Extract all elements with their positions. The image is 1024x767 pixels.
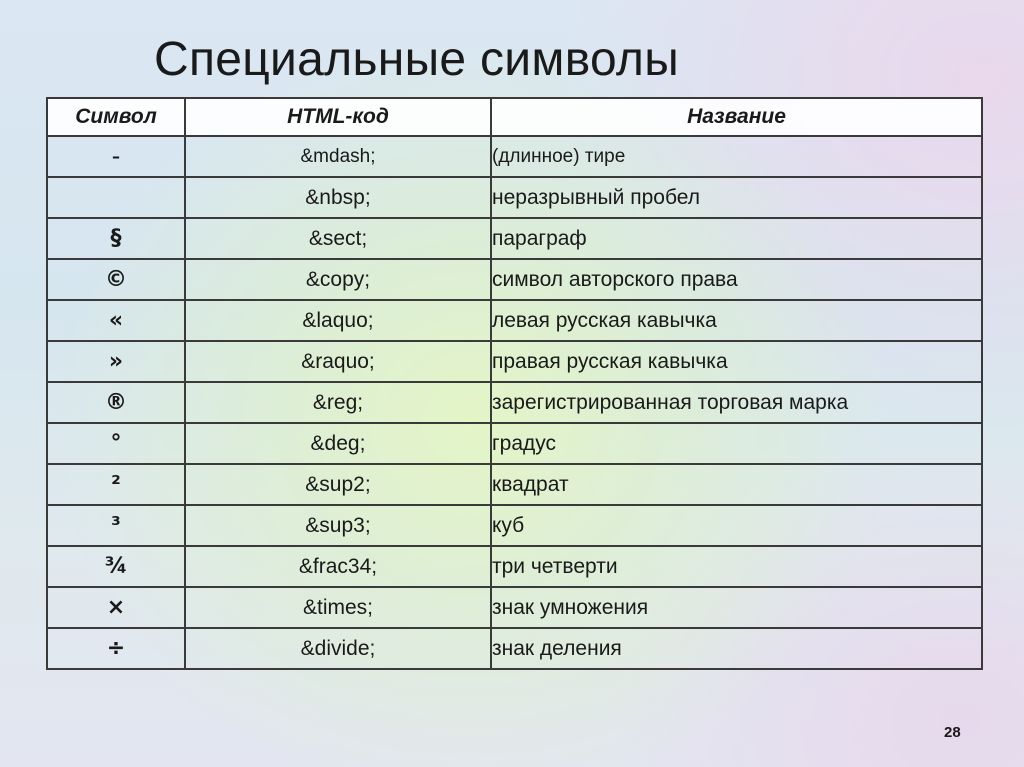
table-row: [47, 546, 982, 587]
table-header-row: [47, 98, 982, 136]
table-row: [47, 423, 982, 464]
html-code-cell: &deg;: [185, 423, 491, 464]
special-symbols-table: [46, 97, 983, 670]
symbol-cell: ³: [47, 505, 185, 546]
symbol-cell: –: [47, 136, 185, 177]
html-code-cell: &copy;: [185, 259, 491, 300]
name-cell: неразрывный пробел: [491, 177, 982, 218]
name-cell: знак умножения: [491, 587, 982, 628]
html-code-cell: &divide;: [185, 628, 491, 669]
html-code-cell: &sup2;: [185, 464, 491, 505]
symbol-cell: ¾: [47, 546, 185, 587]
table-row: [47, 218, 982, 259]
html-code-cell: &reg;: [185, 382, 491, 423]
symbol-cell: «: [47, 300, 185, 341]
table-row: [47, 259, 982, 300]
table-row: [47, 300, 982, 341]
name-cell: квадрат: [491, 464, 982, 505]
table-row: [47, 505, 982, 546]
header-symbol: Символ: [47, 98, 185, 136]
html-code-cell: &sect;: [185, 218, 491, 259]
name-cell: левая русская кавычка: [491, 300, 982, 341]
symbol-cell: »: [47, 341, 185, 382]
symbol-cell: ®: [47, 382, 185, 423]
symbol-cell: ×: [47, 587, 185, 628]
header-html-code: HTML-код: [185, 98, 491, 136]
table-row: [47, 341, 982, 382]
slide-title: Специальные символы: [154, 33, 680, 86]
header-name: Название: [491, 98, 982, 136]
table-row: [47, 587, 982, 628]
name-cell: три четверти: [491, 546, 982, 587]
symbol-cell: ²: [47, 464, 185, 505]
symbol-cell: [47, 177, 185, 218]
html-code-cell: &nbsp;: [185, 177, 491, 218]
symbol-cell: §: [47, 218, 185, 259]
name-cell: знак деления: [491, 628, 982, 669]
name-cell: градус: [491, 423, 982, 464]
table-row: [47, 382, 982, 423]
symbol-cell: ÷: [47, 628, 185, 669]
table-row: [47, 136, 982, 177]
symbol-cell: ©: [47, 259, 185, 300]
name-cell: зарегистрированная торговая марка: [491, 382, 982, 423]
symbol-cell: °: [47, 423, 185, 464]
html-code-cell: &times;: [185, 587, 491, 628]
name-cell: (длинное) тире: [491, 136, 982, 177]
name-cell: символ авторского права: [491, 259, 982, 300]
html-code-cell: &mdash;: [185, 136, 491, 177]
table-row: [47, 628, 982, 669]
html-code-cell: &frac34;: [185, 546, 491, 587]
html-code-cell: &raquo;: [185, 341, 491, 382]
html-code-cell: &laquo;: [185, 300, 491, 341]
table-row: [47, 177, 982, 218]
name-cell: правая русская кавычка: [491, 341, 982, 382]
table-row: [47, 464, 982, 505]
html-code-cell: &sup3;: [185, 505, 491, 546]
page-number: 28: [944, 724, 961, 741]
name-cell: куб: [491, 505, 982, 546]
name-cell: параграф: [491, 218, 982, 259]
